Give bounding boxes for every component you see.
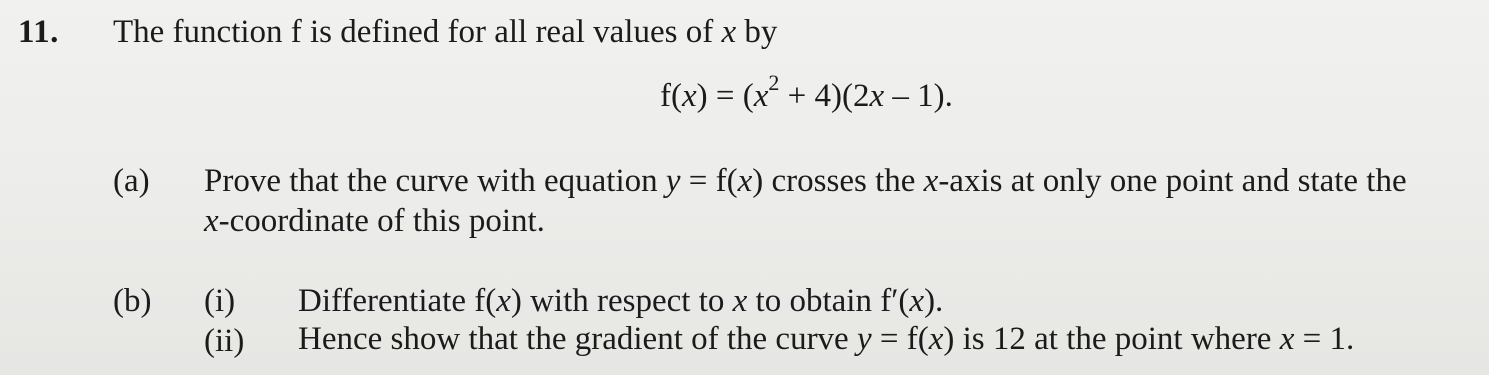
- part-b-label: (b): [113, 283, 152, 319]
- part-b-ii-text-2: = f(: [871, 321, 929, 357]
- intro-text-2: by: [736, 14, 778, 50]
- part-a-text-2: = f(: [680, 163, 738, 199]
- eq-lhs: f(: [660, 78, 682, 114]
- part-a-var-x: x: [737, 163, 753, 199]
- part-a-var-y: y: [665, 163, 681, 199]
- part-a-text-4: -axis at only one point and state the: [938, 163, 1407, 199]
- part-b-i-text-3: to obtain f′(: [747, 283, 910, 319]
- eq-exponent: 2: [768, 70, 780, 95]
- part-a-line2-text: -coordinate of this point.: [218, 203, 545, 239]
- eq-lhs-var: x: [681, 78, 697, 114]
- eq-tail: – 1).: [884, 78, 953, 114]
- question-number: 11.: [18, 14, 59, 50]
- part-b-ii-text-4: = 1.: [1294, 321, 1355, 357]
- function-equation: [660, 70, 953, 115]
- question-intro: [113, 14, 777, 51]
- part-b-ii-var-3: x: [1279, 321, 1295, 357]
- eq-x-var: x: [753, 78, 769, 114]
- part-b-i-var-2: x: [732, 283, 748, 319]
- part-a-text-1: Prove that the curve with equation: [204, 163, 666, 199]
- part-b-ii-var-2: x: [928, 321, 944, 357]
- part-b-i-label: (i): [204, 283, 236, 319]
- eq-middle: + 4)(2: [779, 78, 870, 114]
- part-a-line2-var-x: x: [204, 203, 219, 239]
- part-b-i-var-3: x: [909, 283, 925, 319]
- part-a-line-1: [204, 163, 1407, 200]
- eq-lhs-close: ) = (: [696, 78, 754, 114]
- part-b-ii-var-1: y: [856, 321, 872, 357]
- part-b-i-text-2: ) with respect to: [510, 283, 733, 319]
- part-b-ii-text: [298, 321, 1354, 358]
- part-b-ii-label: (ii): [204, 323, 245, 359]
- part-b-i-text-1: Differentiate f(: [298, 283, 497, 319]
- intro-text-1: The function f is defined for all real values of: [113, 14, 722, 50]
- part-b-ii-text-1: Hence show that the gradient of the curve: [298, 321, 857, 357]
- part-b-i-var-1: x: [496, 283, 511, 319]
- part-a-label: (a): [113, 163, 150, 199]
- part-a-line-2: [204, 203, 545, 240]
- intro-var: x: [721, 14, 737, 50]
- eq-x-var-2: x: [869, 78, 885, 114]
- part-a-text-3: ) crosses the: [752, 163, 924, 199]
- part-b-ii-text-3: ) is 12 at the point where: [943, 321, 1280, 357]
- part-b-i-text: [298, 283, 943, 320]
- part-b-i-text-4: ).: [924, 283, 944, 319]
- part-a-var-x-2: x: [923, 163, 939, 199]
